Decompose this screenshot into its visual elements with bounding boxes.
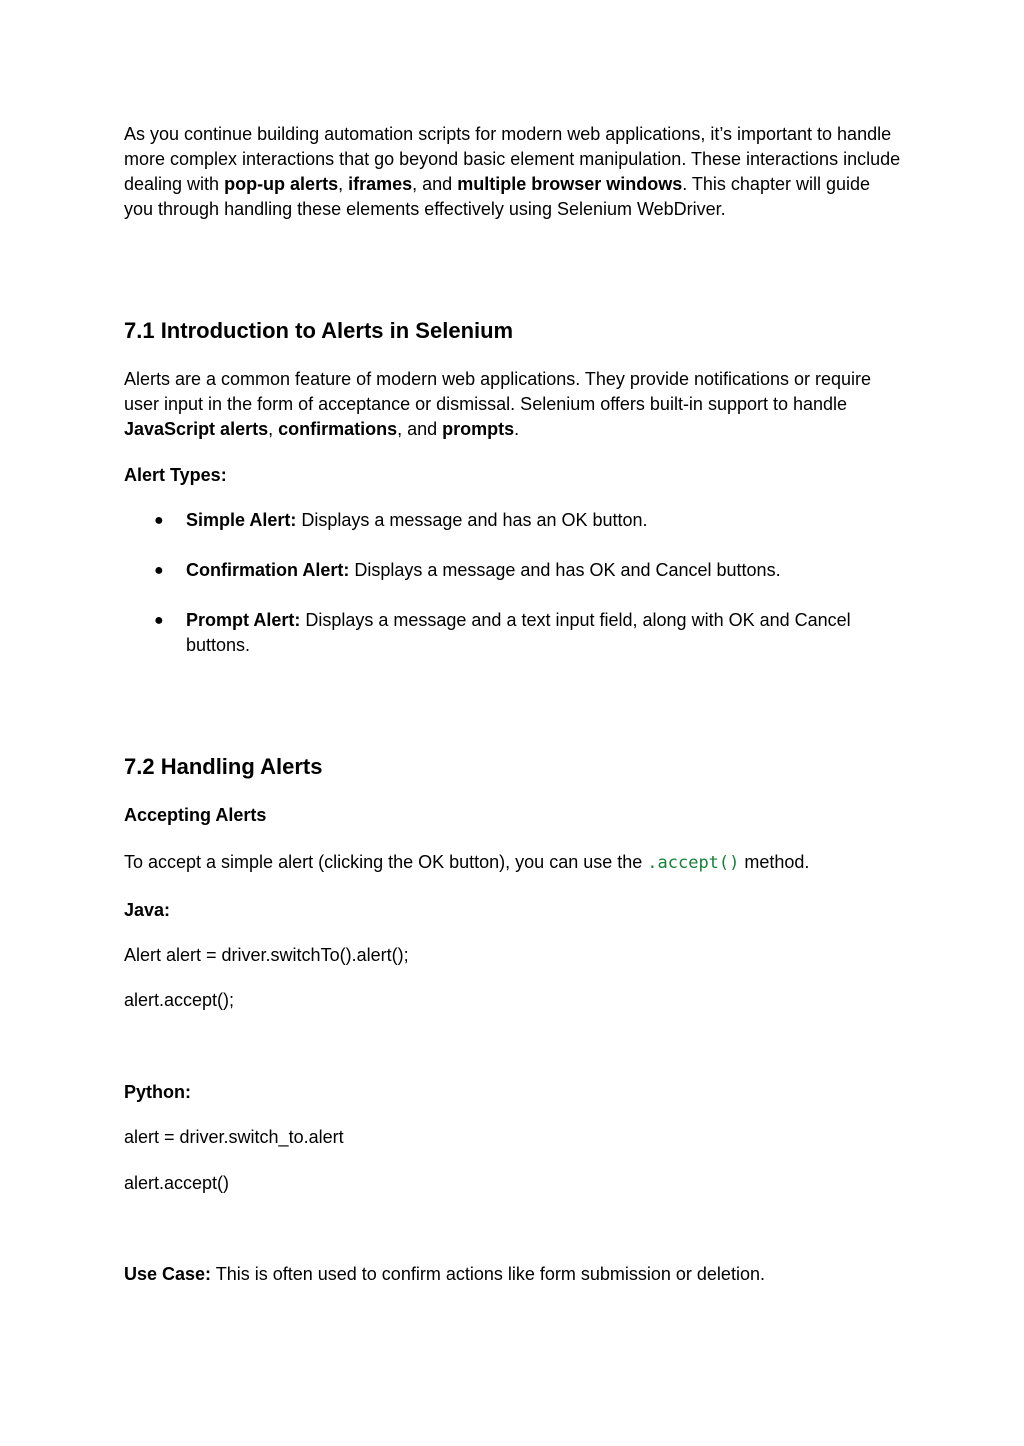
bullet-icon: ● (154, 562, 164, 579)
section-7-1-heading: 7.1 Introduction to Alerts in Selenium (124, 318, 514, 343)
section-7-2-heading: 7.2 Handling Alerts (124, 754, 323, 779)
intro-bold-multiple-windows: multiple browser windows (457, 174, 683, 194)
intro-bold-popup-alerts: pop-up alerts (224, 174, 339, 194)
inline-code-accept: .accept() (647, 853, 740, 873)
alert-types-label: Alert Types: (124, 465, 227, 485)
intro-text: As you continue building automation scripts for modern web applications, it’s important to handle more complex interactions that go beyond basic element manipulation. These interactions include dealing with (124, 124, 901, 194)
paragraph-text: . (514, 419, 520, 439)
bullet-text (186, 508, 904, 533)
section-7-1-paragraph (124, 367, 904, 442)
intro-paragraph (124, 122, 904, 222)
intro-text: , (338, 174, 349, 194)
bullet-label: Simple Alert: (186, 510, 297, 530)
intro-text: , and (412, 174, 458, 194)
use-case-label: Use Case: (124, 1264, 212, 1284)
bullet-description: Displays a message and a text input field, along with OK and Cancel buttons. (186, 610, 851, 655)
bullet-label: Prompt Alert: (186, 610, 301, 630)
use-case-paragraph (124, 1262, 904, 1287)
accepting-alerts-subheading: Accepting Alerts (124, 805, 267, 825)
java-code-line-1: Alert alert = driver.switchTo().alert(); (124, 945, 409, 965)
intro-bold-iframes: iframes (348, 174, 413, 194)
bullet-text (186, 608, 904, 658)
bold-prompts: prompts (442, 419, 515, 439)
bullet-text (186, 558, 904, 583)
java-code-line-2: alert.accept(); (124, 990, 235, 1010)
paragraph-text: To accept a simple alert (clicking the OK button), you can use the (124, 852, 648, 872)
bullet-icon: ● (154, 512, 164, 529)
bullet-description: Displays a message and has an OK button. (296, 510, 648, 530)
paragraph-text: , and (397, 419, 443, 439)
paragraph-text: , (268, 419, 279, 439)
intro-text: . This chapter will guide you through handling these elements effectively using Selenium WebDriver. (124, 174, 870, 219)
python-code-line-2: alert.accept() (124, 1173, 230, 1193)
bullet-description: Displays a message and has OK and Cancel buttons. (349, 560, 781, 580)
bullet-label: Confirmation Alert: (186, 560, 350, 580)
paragraph-text: method. (739, 852, 810, 872)
bullet-icon: ● (154, 612, 164, 629)
python-label: Python: (124, 1082, 191, 1102)
bold-confirmations: confirmations (278, 419, 398, 439)
use-case-text: This is often used to confirm actions like form submission or deletion. (211, 1264, 765, 1284)
accepting-alerts-paragraph (124, 850, 904, 876)
bold-javascript-alerts: JavaScript alerts (124, 419, 269, 439)
java-label: Java: (124, 900, 171, 920)
python-code-line-1: alert = driver.switch_to.alert (124, 1127, 344, 1147)
paragraph-text: Alerts are a common feature of modern web applications. They provide notifications or require user input in the form of acceptance or dismissal. Selenium offers built-in support to handle (124, 369, 872, 414)
